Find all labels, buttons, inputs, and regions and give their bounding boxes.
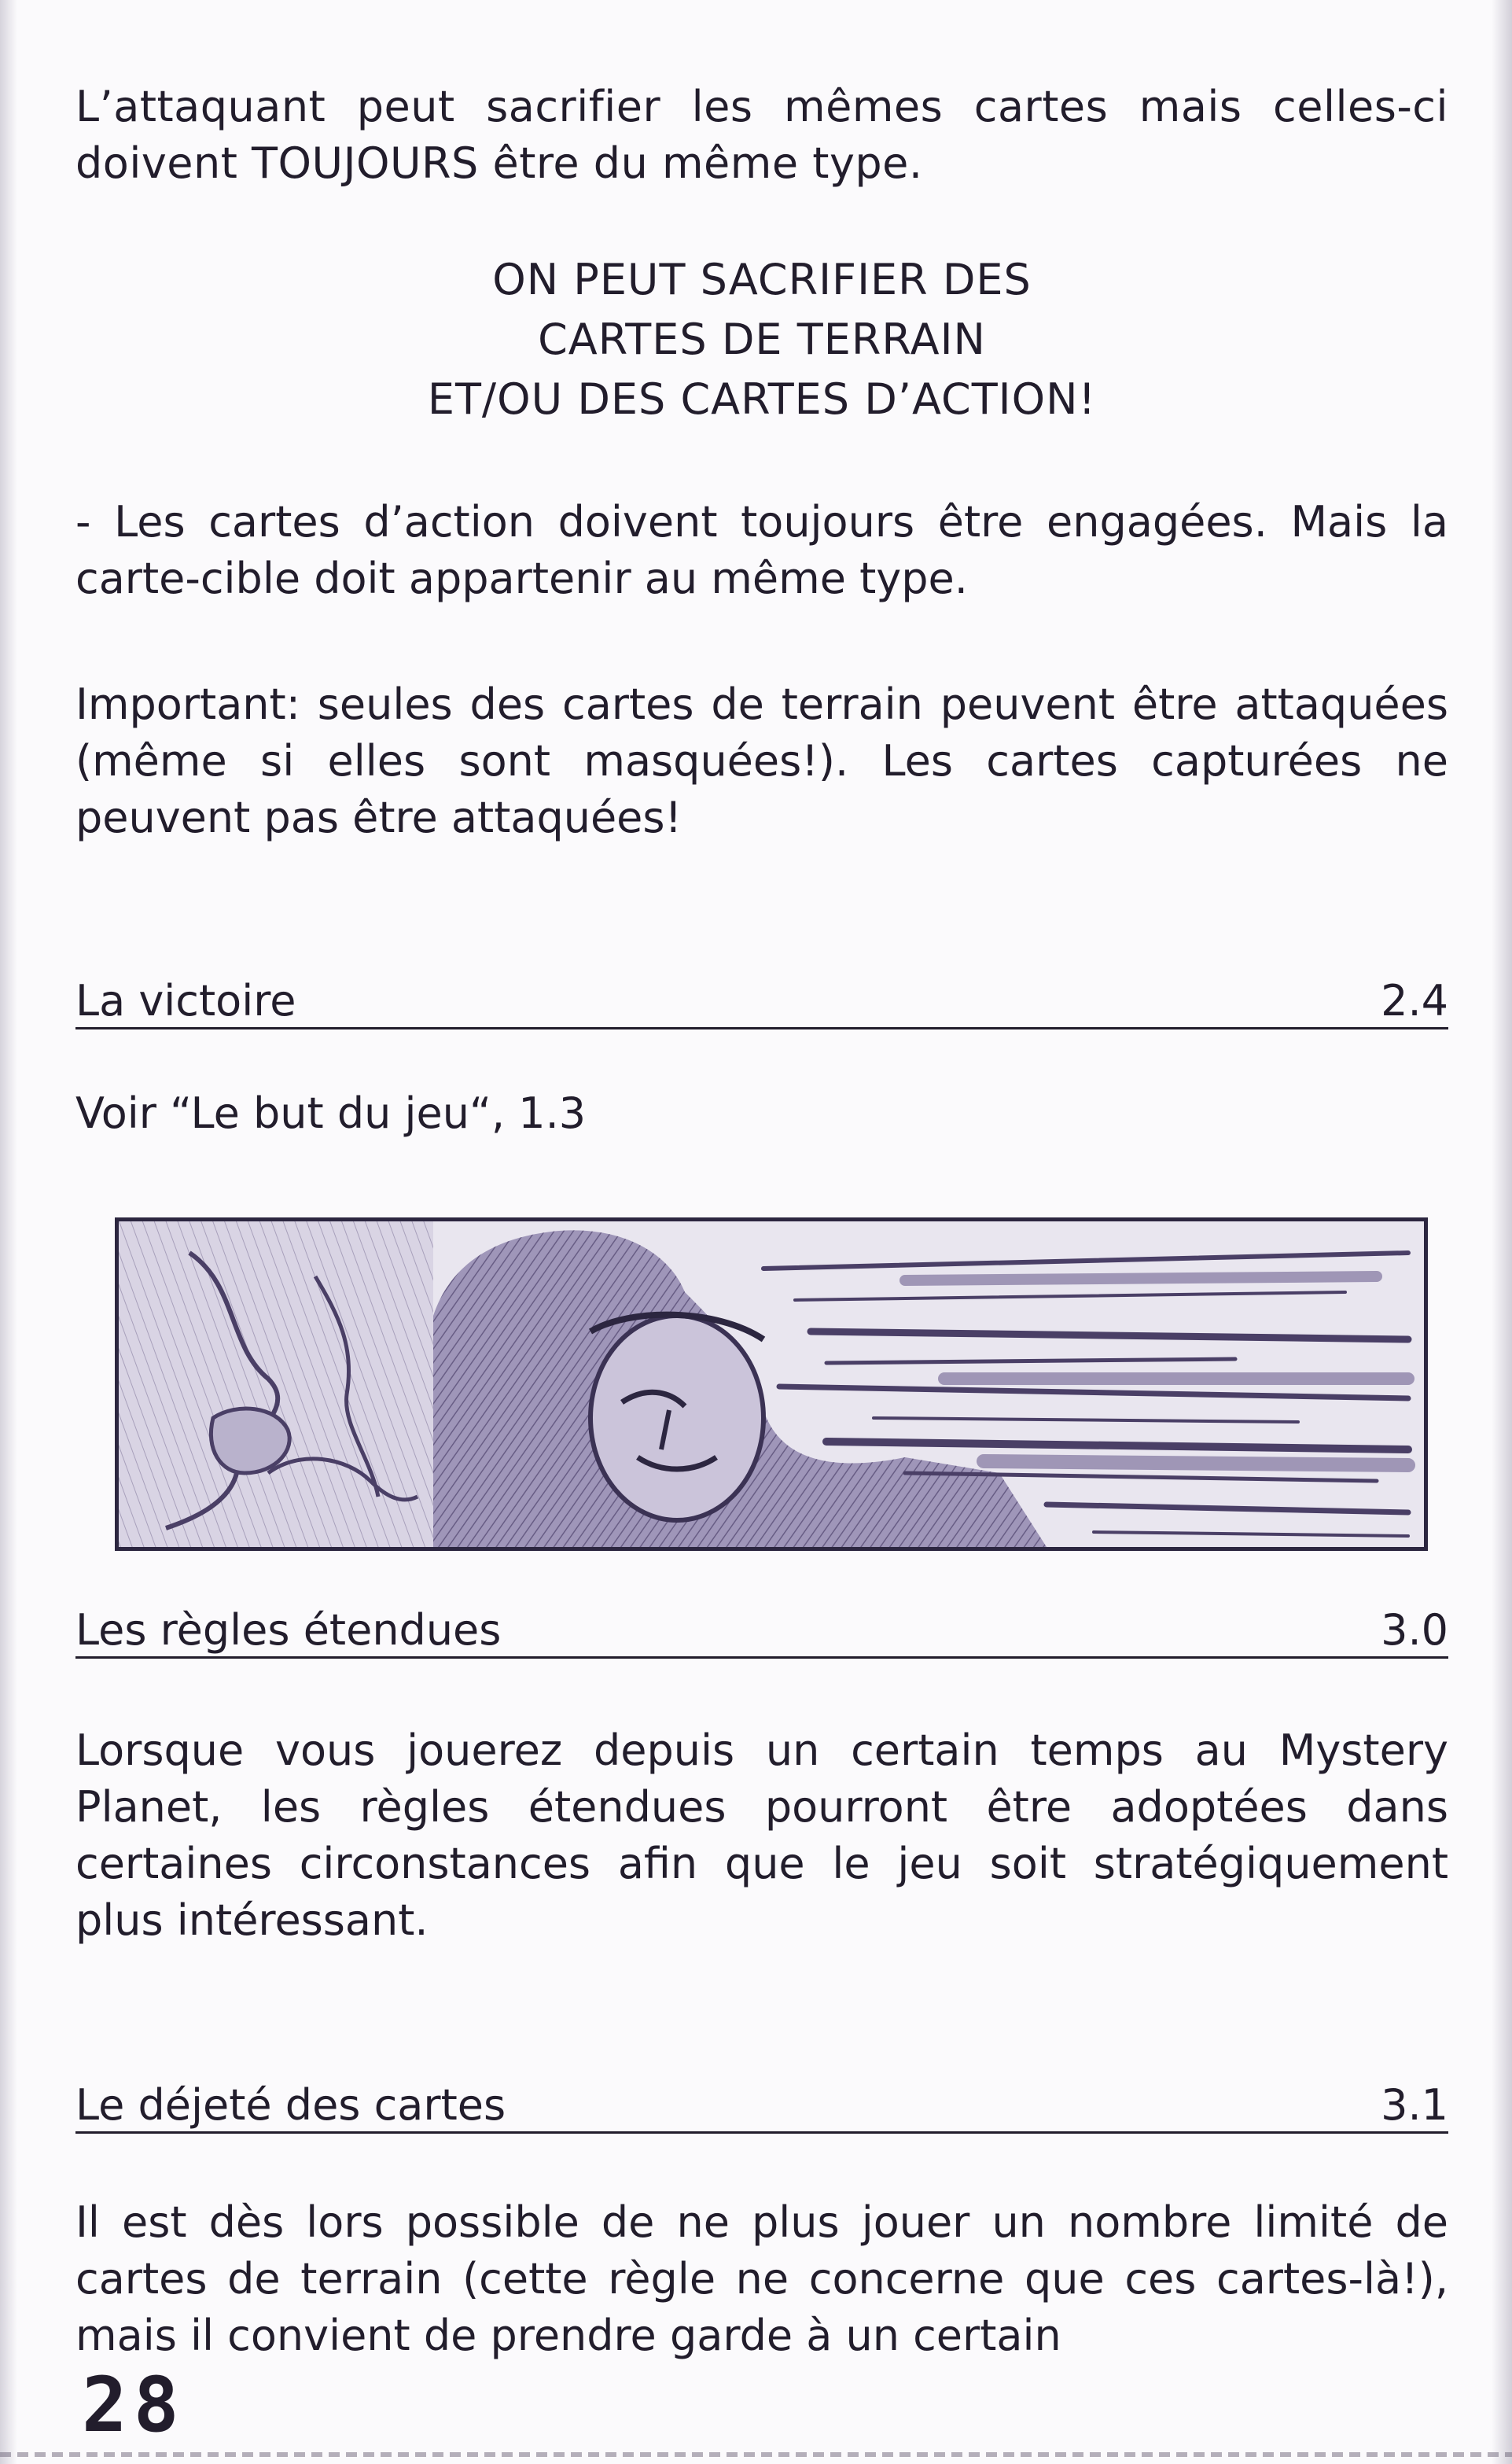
section-number: 2.4 [1381,976,1448,1026]
paragraph-important: Important: seules des cartes de terrain peuvent être attaquées (même si elles sont masquées!). Les cartes capturées ne peuvent pas être attaquées! [75,680,1448,842]
page-edge-shadow-left [0,0,17,2464]
section-heading-regles-etendues [75,1598,1448,1659]
notice-line: CARTES DE TERRAIN [538,315,986,364]
bottom-edge-mark [0,2452,1512,2457]
illustration-pushing-figure [115,1217,1428,1551]
notice-block [75,250,1448,429]
paragraph-action-cards: - Les cartes d’action doivent toujours être engagées. Mais la carte-cible doit appartenir au même type. [75,497,1448,603]
section-title: Le déjeté des cartes [75,2080,506,2130]
page-number: 28 [82,2361,186,2449]
section-number: 3.1 [1381,2080,1448,2130]
section-title: La victoire [75,976,296,1026]
section-number: 3.0 [1381,1605,1448,1655]
illustration-drawing [119,1221,1424,1547]
paragraph-attacker: L’attaquant peut sacrifier les mêmes cartes mais celles-ci doivent TOUJOURS être du même type. [75,82,1448,188]
section-heading-victoire [75,969,1448,1029]
section-body-victoire: Voir “Le but du jeu“, 1.3 [75,1088,587,1138]
section-body-dejete-des-cartes: Il est dès lors possible de ne plus jouer un nombre limité de cartes de terrain (cette règle ne concerne que ces cartes-là!), mais il convient de prendre garde à un certain [75,2197,1448,2360]
page-edge-shadow-right [1492,0,1512,2464]
notice-line: ET/OU DES CARTES D’ACTION! [427,374,1097,424]
notice-line: ON PEUT SACRIFIER DES [492,255,1032,304]
section-heading-dejete-des-cartes [75,2073,1448,2134]
section-title: Les règles étendues [75,1605,502,1655]
section-body-regles-etendues: Lorsque vous jouerez depuis un certain temps au Mystery Planet, les règles étendues pourront être adoptées dans certaines circonstances afin que le jeu soit stratégiquement plus intéressant. [75,1726,1448,1945]
